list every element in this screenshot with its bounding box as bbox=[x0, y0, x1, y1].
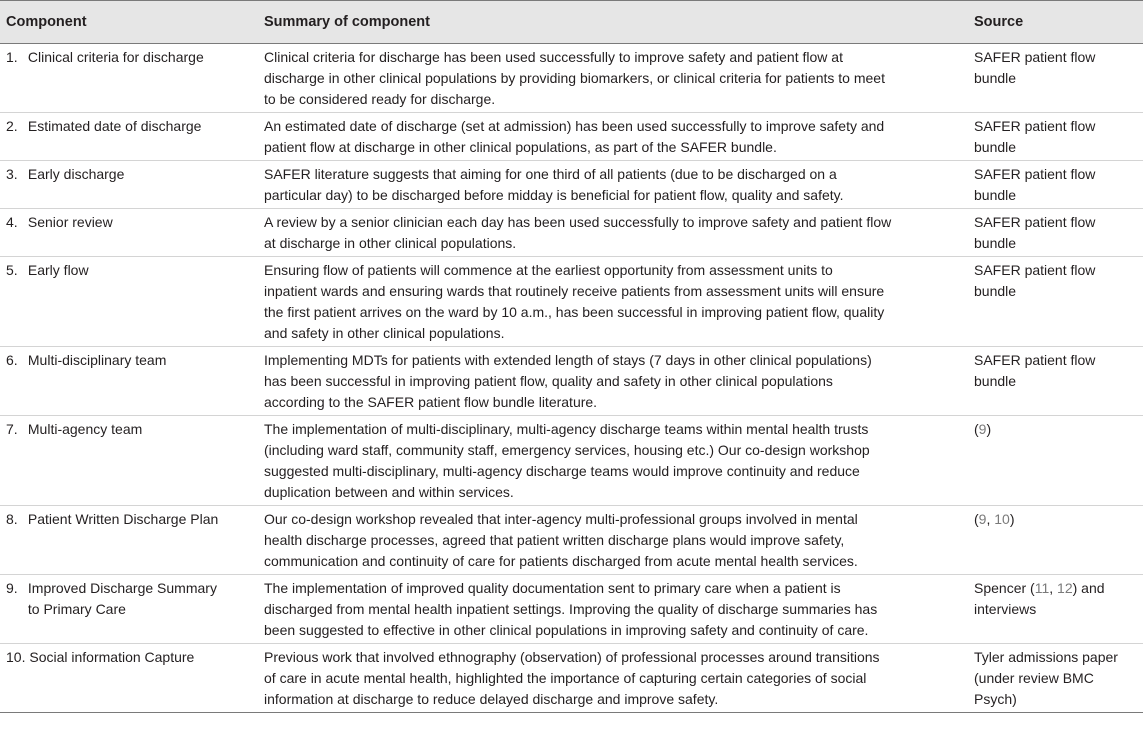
source-cell bbox=[968, 44, 1143, 113]
summary-line: discharged from mental health inpatient settings. Improving the quality of discharge summaries has bbox=[264, 601, 878, 617]
component-number: 1. bbox=[6, 49, 18, 65]
component-number: 7. bbox=[6, 421, 18, 437]
source-cell bbox=[968, 416, 1143, 506]
component-cell bbox=[0, 644, 258, 713]
header-summary: Summary of component bbox=[264, 14, 430, 30]
table-row bbox=[0, 209, 1143, 257]
table-row bbox=[0, 644, 1143, 713]
source-line: (under review BMC bbox=[974, 670, 1094, 686]
summary-line: to be considered ready for discharge. bbox=[264, 91, 496, 107]
table-row bbox=[0, 44, 1143, 113]
source-line: SAFER patient flow bbox=[974, 262, 1096, 278]
source-line: bundle bbox=[974, 235, 1017, 251]
component-name: Multi-agency team bbox=[27, 421, 143, 437]
component-number: 9. bbox=[6, 580, 18, 596]
source-line: SAFER patient flow bbox=[974, 49, 1096, 65]
summary-cell bbox=[258, 113, 968, 161]
source-line: bundle bbox=[974, 373, 1017, 389]
table-row bbox=[0, 113, 1143, 161]
component-name: Social information Capture bbox=[29, 649, 195, 665]
source-line: bundle bbox=[974, 187, 1017, 203]
source-cell bbox=[968, 257, 1143, 347]
component-cell bbox=[0, 575, 258, 644]
summary-line: suggested multi-disciplinary, multi-agency discharge teams would improve continuity and reduce bbox=[264, 463, 860, 479]
reference-link[interactable]: 11 bbox=[1034, 580, 1050, 596]
summary-line: discharge in other clinical populations by providing biomarkers, or clinical criteria for patients to meet bbox=[264, 70, 885, 86]
table-row bbox=[0, 257, 1143, 347]
header-component: Component bbox=[6, 14, 87, 30]
source-prefix: ( bbox=[974, 511, 979, 527]
source-prefix: ( bbox=[974, 421, 979, 437]
summary-line: has been successful in improving patient flow, quality and safety in other clinical populations bbox=[264, 373, 833, 389]
summary-line: The implementation of multi-disciplinary, multi-agency discharge teams within mental health trusts bbox=[264, 421, 869, 437]
source-cell bbox=[968, 347, 1143, 416]
summary-line: SAFER literature suggests that aiming for one third of all patients (due to be discharged on a bbox=[264, 166, 837, 182]
summary-line: An estimated date of discharge (set at admission) has been used successfully to improve safety and bbox=[264, 118, 885, 134]
summary-cell bbox=[258, 575, 968, 644]
summary-line: The implementation of improved quality documentation sent to primary care when a patient is bbox=[264, 580, 841, 596]
component-cell bbox=[0, 257, 258, 347]
source-prefix: Spencer ( bbox=[974, 580, 1035, 596]
source-suffix: ) and bbox=[1072, 580, 1105, 596]
summary-line: Our co-design workshop revealed that inter-agency multi-professional groups involved in mental bbox=[264, 511, 858, 527]
table-row bbox=[0, 575, 1143, 644]
summary-cell bbox=[258, 416, 968, 506]
summary-cell bbox=[258, 44, 968, 113]
source-line: SAFER patient flow bbox=[974, 166, 1096, 182]
table-row bbox=[0, 416, 1143, 506]
source-line: bundle bbox=[974, 139, 1017, 155]
summary-line: according to the SAFER patient flow bundle literature. bbox=[264, 394, 598, 410]
component-number: 4. bbox=[6, 214, 18, 230]
component-name: Early flow bbox=[27, 262, 89, 278]
summary-cell bbox=[258, 347, 968, 416]
header-source: Source bbox=[974, 14, 1024, 30]
summary-line: the first patient arrives on the ward by 10 a.m., has been successful in improving patient flow, quality bbox=[264, 304, 885, 320]
component-name: Clinical criteria for discharge bbox=[27, 49, 204, 65]
table-row bbox=[0, 161, 1143, 209]
summary-line: Clinical criteria for discharge has been used successfully to improve safety and patient flow at bbox=[264, 49, 843, 65]
source-cell bbox=[968, 161, 1143, 209]
summary-line: duplication between and within services. bbox=[264, 484, 514, 500]
summary-cell bbox=[258, 644, 968, 713]
component-name: Multi-disciplinary team bbox=[27, 352, 167, 368]
source-line: SAFER patient flow bbox=[974, 214, 1096, 230]
reference-link[interactable]: 12 bbox=[1057, 580, 1073, 596]
component-name: Early discharge bbox=[27, 166, 125, 182]
source-line: SAFER patient flow bbox=[974, 352, 1096, 368]
summary-line: at discharge in other clinical populations. bbox=[264, 235, 517, 251]
summary-line: Ensuring flow of patients will commence at the earliest opportunity from assessment units to bbox=[264, 262, 833, 278]
source-line: SAFER patient flow bbox=[974, 118, 1096, 134]
summary-line: been suggested to effective in other clinical populations in improving safety and continuity of care. bbox=[264, 622, 869, 638]
component-number: 2. bbox=[6, 118, 18, 134]
header-row bbox=[0, 1, 1143, 44]
summary-cell bbox=[258, 506, 968, 575]
component-number: 3. bbox=[6, 166, 18, 182]
source-line: Tyler admissions paper bbox=[974, 649, 1118, 665]
component-number: 5. bbox=[6, 262, 18, 278]
summary-line: information at discharge to reduce delayed discharge and improve safety. bbox=[264, 691, 719, 707]
component-number: 6. bbox=[6, 352, 18, 368]
source-line: Psych) bbox=[974, 691, 1017, 707]
component-number: 8. bbox=[6, 511, 18, 527]
source-cell bbox=[968, 113, 1143, 161]
summary-line: Previous work that involved ethnography (observation) of professional processes around transitions bbox=[264, 649, 880, 665]
summary-line: of care in acute mental health, highlighted the importance of capturing certain categories of social bbox=[264, 670, 867, 686]
source-line: bundle bbox=[974, 283, 1017, 299]
source-cell bbox=[968, 644, 1143, 713]
summary-line: communication and continuity of care for patients discharged from acute mental health services. bbox=[264, 553, 858, 569]
reference-link[interactable]: 10 bbox=[994, 511, 1010, 527]
summary-line: inpatient wards and ensuring wards that routinely receive patients from assessment units will ensure bbox=[264, 283, 885, 299]
source-line: interviews bbox=[974, 601, 1037, 617]
component-cell bbox=[0, 209, 258, 257]
component-cell bbox=[0, 506, 258, 575]
summary-line: particular day) to be discharged before midday is beneficial for patient flow, quality and safety. bbox=[264, 187, 844, 203]
component-cell bbox=[0, 113, 258, 161]
source-suffix: ) bbox=[1009, 511, 1015, 527]
summary-line: health discharge processes, agreed that patient written discharge plans would improve safety, bbox=[264, 532, 845, 548]
component-cell bbox=[0, 161, 258, 209]
component-cell bbox=[0, 347, 258, 416]
component-number: 10. bbox=[6, 649, 26, 665]
summary-cell bbox=[258, 161, 968, 209]
source-line: bundle bbox=[974, 70, 1017, 86]
summary-cell bbox=[258, 257, 968, 347]
reference-link[interactable]: 9 bbox=[978, 511, 987, 527]
summary-cell bbox=[258, 209, 968, 257]
reference-link[interactable]: 9 bbox=[978, 421, 987, 437]
source-cell: Spencer (11, 12) and interviews bbox=[974, 580, 1105, 617]
table-body bbox=[0, 44, 1143, 713]
component-cell bbox=[0, 44, 258, 113]
source-cell bbox=[968, 209, 1143, 257]
source-suffix: ) bbox=[986, 421, 992, 437]
component-name: to Primary Care bbox=[27, 601, 126, 617]
summary-line: (including ward staff, community staff, emergency services, housing etc.) Our co-design workshop bbox=[264, 442, 870, 458]
summary-line: Implementing MDTs for patients with extended length of stays (7 days in other clinical populations) bbox=[264, 352, 872, 368]
source-cell: (9, 10) bbox=[974, 511, 1015, 527]
component-name: Improved Discharge Summary bbox=[27, 580, 217, 596]
table-row bbox=[0, 506, 1143, 575]
component-name: Estimated date of discharge bbox=[27, 118, 202, 134]
summary-line: A review by a senior clinician each day has been used successfully to improve safety and patient flow bbox=[264, 214, 892, 230]
summary-line: and safety in other clinical populations. bbox=[264, 325, 505, 341]
component-cell bbox=[0, 416, 258, 506]
component-name: Senior review bbox=[27, 214, 113, 230]
component-name: Patient Written Discharge Plan bbox=[27, 511, 219, 527]
table-row bbox=[0, 347, 1143, 416]
summary-line: patient flow at discharge in other clinical populations, as part of the SAFER bundle. bbox=[264, 139, 777, 155]
